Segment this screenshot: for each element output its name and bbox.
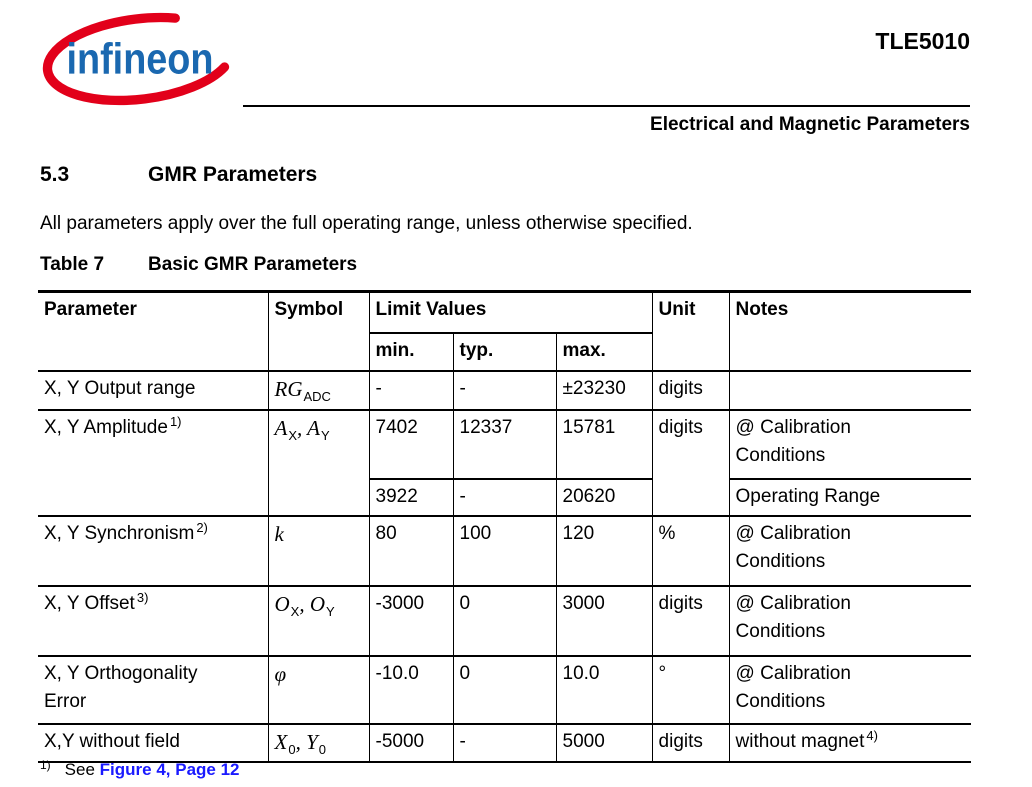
cell-min: 80 — [369, 516, 453, 586]
symbol-separator: , — [297, 415, 308, 440]
notes-line: Conditions — [735, 620, 826, 642]
cell-min: -5000 — [369, 724, 453, 762]
intro-text: All parameters apply over the full operating range, unless otherwise specified. — [40, 213, 693, 234]
parameter-text-line2: Error — [44, 690, 87, 712]
table-row — [38, 586, 971, 656]
table-row — [38, 724, 971, 762]
cell-typ: - — [453, 479, 556, 516]
notes-line: @ Calibration — [735, 416, 851, 438]
symbol-subscript: Y — [320, 427, 330, 443]
parameter-text: X, Y Offset — [44, 592, 135, 614]
cell-symbol — [268, 516, 369, 586]
footnote-ref: 1) — [169, 413, 182, 429]
symbol-subscript: ADC — [303, 388, 331, 404]
section-number: 5.3 — [40, 163, 70, 186]
cell-notes — [729, 479, 971, 516]
section-title: GMR Parameters — [148, 163, 318, 186]
cell-notes — [729, 410, 971, 479]
cell-parameter — [38, 656, 268, 724]
cell-unit: digits — [652, 586, 729, 656]
footnote-marker: 1) — [40, 758, 51, 772]
cell-min: -3000 — [369, 586, 453, 656]
parameter-text: X, Y Amplitude — [44, 416, 168, 438]
cell-typ: 0 — [453, 656, 556, 724]
chapter-subtitle: Electrical and Magnetic Parameters — [650, 114, 970, 135]
symbol-subscript: Y — [326, 603, 335, 619]
symbol-separator: , — [295, 729, 307, 754]
symbol-separator: , — [299, 591, 310, 616]
notes-line: @ Calibration — [735, 592, 851, 614]
cell-parameter — [38, 724, 268, 762]
col-header-min: min. — [369, 333, 453, 371]
symbol-subscript: X — [290, 603, 300, 619]
cell-max: 20620 — [556, 479, 652, 516]
symbol-base: O — [309, 591, 326, 616]
table-caption-label: Table 7 — [40, 254, 105, 275]
col-header-max: max. — [556, 333, 652, 371]
cell-typ: - — [453, 724, 556, 762]
notes-line: @ Calibration — [735, 662, 851, 684]
cell-max: 120 — [556, 516, 652, 586]
col-header-typ: typ. — [453, 333, 556, 371]
table-row — [38, 516, 971, 586]
cell-unit: digits — [652, 724, 729, 762]
cell-min: - — [369, 371, 453, 410]
cell-max: 10.0 — [556, 656, 652, 724]
infineon-logo — [42, 10, 238, 108]
cell-max: 15781 — [556, 410, 652, 479]
cell-parameter — [38, 586, 268, 656]
notes-line: Conditions — [735, 690, 826, 712]
cell-max: ±23230 — [556, 371, 652, 410]
cell-min: 7402 — [369, 410, 453, 479]
col-header-symbol: Symbol — [268, 292, 369, 371]
symbol-base: A — [274, 415, 288, 440]
parameter-text: X, Y Synchronism — [44, 522, 195, 544]
cell-notes — [729, 656, 971, 724]
symbol-subscript: X — [288, 427, 297, 443]
symbol-base: X — [274, 729, 288, 754]
col-header-notes: Notes — [729, 292, 971, 371]
cell-symbol — [268, 371, 369, 410]
cell-notes — [729, 586, 971, 656]
table-header-row-1 — [38, 292, 971, 333]
symbol-base: O — [274, 591, 290, 616]
table-row — [38, 656, 971, 724]
document-title: TLE5010 — [875, 28, 970, 54]
table-row — [38, 410, 971, 479]
cell-unit: ° — [652, 656, 729, 724]
table-row — [38, 371, 971, 410]
col-header-parameter: Parameter — [38, 292, 268, 371]
col-header-limit-values: Limit Values — [369, 292, 652, 333]
notes-line: @ Calibration — [735, 522, 851, 544]
footnote-link[interactable]: Figure 4, Page 12 — [99, 760, 240, 779]
table-caption — [40, 254, 357, 276]
footnote-prefix: See — [64, 760, 95, 779]
cell-symbol — [268, 586, 369, 656]
table-caption-title: Basic GMR Parameters — [148, 254, 358, 275]
symbol-base: φ — [274, 661, 287, 686]
cell-parameter — [38, 516, 268, 586]
footnote-1 — [40, 760, 240, 780]
notes-line: Operating Range — [735, 485, 881, 507]
symbol-subscript: 0 — [288, 741, 296, 757]
parameter-text: X, Y Output range — [44, 377, 196, 399]
cell-notes — [729, 516, 971, 586]
cell-unit: digits — [652, 410, 729, 516]
section-heading — [40, 163, 317, 187]
cell-typ: - — [453, 371, 556, 410]
footnote-ref: 2) — [196, 519, 208, 535]
symbol-base: A — [307, 415, 320, 440]
cell-typ: 100 — [453, 516, 556, 586]
cell-typ: 12337 — [453, 410, 556, 479]
cell-notes — [729, 371, 971, 410]
logo-wordmark: infineon — [66, 35, 214, 84]
cell-min: 3922 — [369, 479, 453, 516]
symbol-base: Y — [306, 729, 318, 754]
footnote-ref: 3) — [136, 589, 149, 605]
parameter-text: X,Y without field — [44, 730, 180, 752]
cell-parameter — [38, 371, 268, 410]
cell-unit: digits — [652, 371, 729, 410]
cell-max: 3000 — [556, 586, 652, 656]
cell-max: 5000 — [556, 724, 652, 762]
gmr-parameters-table — [38, 290, 971, 763]
symbol-base: RG — [274, 376, 303, 401]
cell-parameter — [38, 410, 268, 516]
cell-notes — [729, 724, 971, 762]
parameter-text: X, Y Orthogonality — [44, 662, 198, 684]
cell-unit: % — [652, 516, 729, 586]
notes-line: Conditions — [735, 444, 826, 466]
footnote-ref: 4) — [866, 727, 878, 743]
notes-line: Conditions — [735, 550, 826, 572]
cell-symbol — [268, 724, 369, 762]
cell-symbol — [268, 410, 369, 516]
col-header-unit: Unit — [652, 292, 729, 371]
cell-symbol — [268, 656, 369, 724]
cell-typ: 0 — [453, 586, 556, 656]
cell-min: -10.0 — [369, 656, 453, 724]
symbol-subscript: 0 — [318, 741, 326, 757]
header-rule — [243, 105, 970, 107]
notes-text: without magnet — [735, 730, 865, 752]
symbol-base: k — [274, 521, 284, 546]
